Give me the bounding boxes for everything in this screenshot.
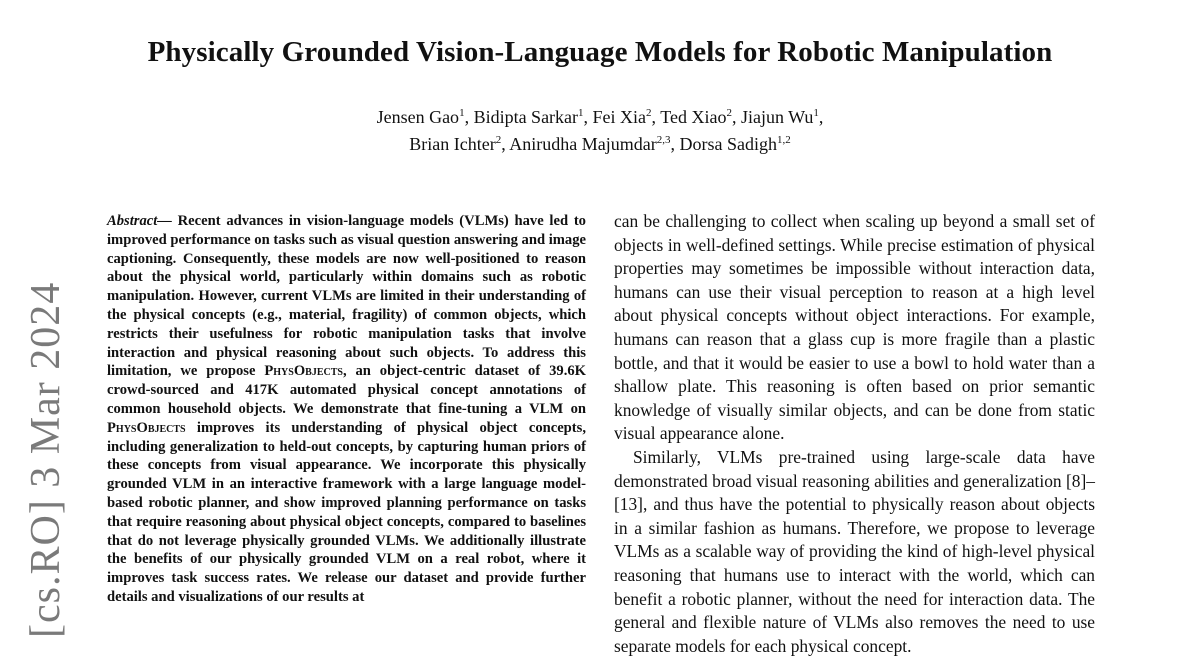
author: Ted Xiao$^2$, (660, 107, 741, 127)
body-paragraph: can be challenging to collect when scaling up beyond a small set of objects in well-defined settings. While precise estimation of physical properties may sometimes be impossible without interaction data, humans can use their visual perception to reason at a high level about physical concepts without object interactions. For example, humans can reason that a glass cup is more fragile than a plastic bottle, and that it would be easier to use a bowl to hold water than a shallow plate. This reasoning is often based on prior semantic knowledge of visually similar objects, and can be done from static visual appearance alone. (614, 211, 1095, 444)
author-list (0, 104, 1200, 158)
author: Fei Xia$^2$, (592, 107, 661, 127)
author: Jiajun Wu$^1$, (740, 107, 824, 127)
paper-title: Physically Grounded Vision-Language Models for Robotic Manipulation (147, 36, 1053, 68)
author: Brian Ichter$^2$, (409, 134, 510, 154)
author: Anirudha Majumdar$^{2,3}$, (509, 134, 680, 154)
abstract-text: Recent advances in vision-language models (VLMs) have led to improved performance on tasks such as visual question answering and image captioning. Consequently, these models are now well-positioned to reason about the physical world, particularly within domains such as robotic manipulation. However, current VLMs are limited in their understanding of the physical concepts (e.g., material, fragility) of common objects, which restricts their usefulness for robotic manipulation tasks that involve interaction and physical reasoning about such objects. To address this limitation, we propose (107, 213, 586, 380)
abstract-text: , an object-centric dataset of 39.6K crowd-sourced and 417K automated physical concept annotations of common household objects. We demonstrate that fine-tuning a VLM on (107, 363, 586, 417)
arxiv-stamp: [cs.RO] 3 Mar 2024 (23, 281, 69, 638)
author: Jensen Gao$^1$, (376, 107, 474, 127)
dataset-name: PhysObjects (107, 419, 186, 436)
abstract (107, 212, 586, 607)
author: Dorsa Sadigh$^{1,2}$ (679, 134, 791, 154)
body-column (614, 210, 1095, 658)
dataset-name: PhysObjects (264, 363, 343, 380)
author: Bidipta Sarkar$^1$, (473, 107, 593, 127)
abstract-text: improves its understanding of physical object concepts, including generalization to held-out concepts, by capturing human priors of these concepts from visual appearance. We incorporate this physically grounded VLM in an interactive framework with a large language model-based robotic planner, and show improved planning performance on tasks that require reasoning about physical object concepts, compared to baselines that do not leverage physically grounded VLMs. We additionally illustrate the benefits of our physically grounded VLM on a real robot, where it improves task success rates. We release our dataset and provide further details and visualizations of our results at (107, 419, 586, 605)
abstract-label: Abstract— (107, 213, 178, 229)
body-paragraph: Similarly, VLMs pre-trained using large-scale data have demonstrated broad visual reasoning abilities and generalization [8]–[13], and thus have the potential to physically reason about objects in a similar fashion as humans. Therefore, we propose to leverage VLMs as a scalable way of providing the kind of high-level physical reasoning that humans use to interact with the world, which can benefit a robotic planner, without the need for interaction data. The general and flexible nature of VLMs also removes the need to use separate models for each physical concept. (614, 446, 1095, 656)
author-line-2 (0, 131, 1200, 158)
author-line-1 (0, 104, 1200, 131)
